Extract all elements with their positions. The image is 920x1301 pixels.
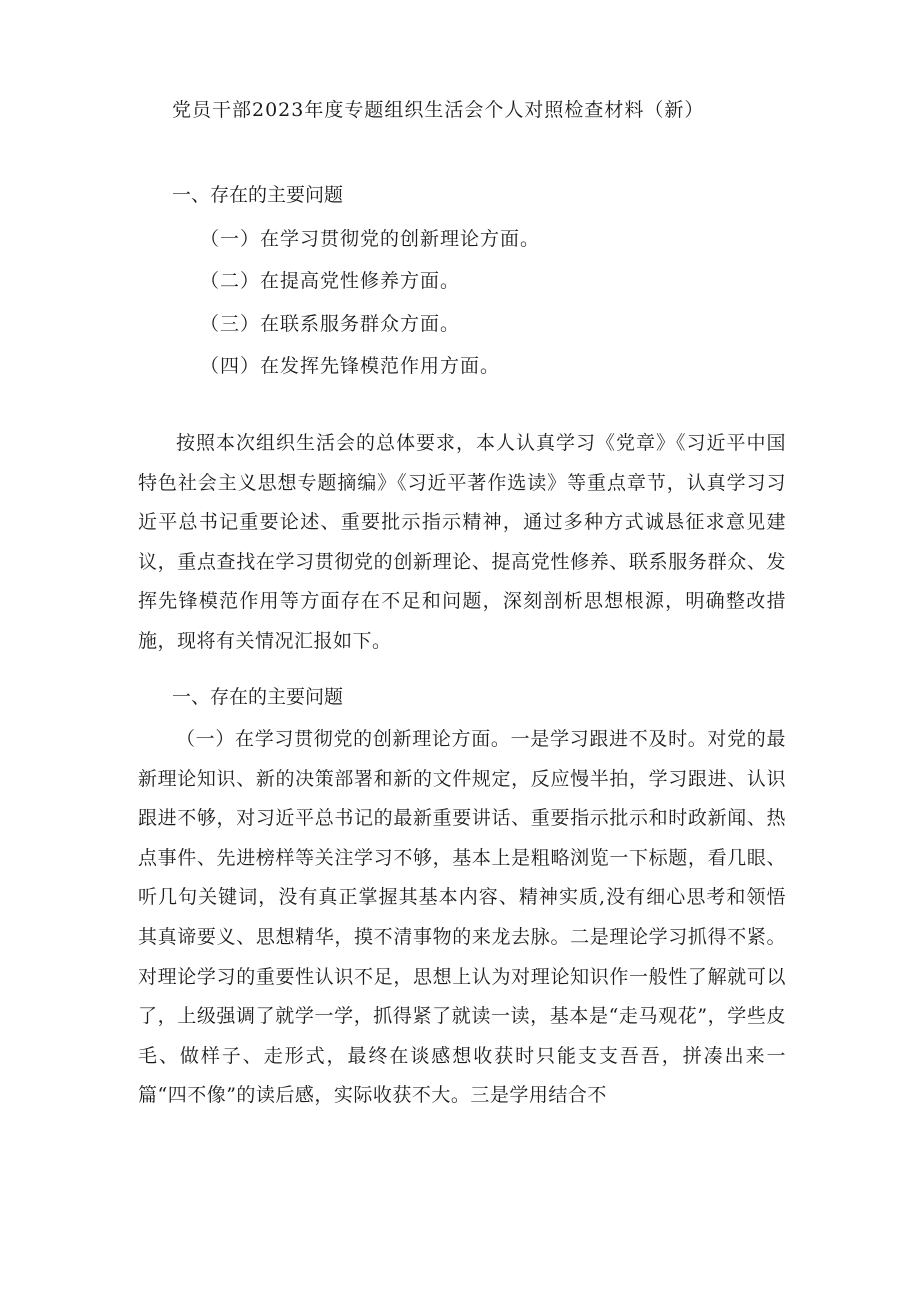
toc-item: （二）在提高党性修养方面。	[200, 270, 461, 292]
toc-item: （四）在发挥先锋模范作用方面。	[200, 355, 501, 377]
toc-item: （一）在学习贯彻党的创新理论方面。	[200, 228, 541, 250]
intro-paragraph: 按照本次组织生活会的总体要求，本人认真学习《党章》《习近平中国特色社会主义思想专题摘编》《习近平著作选读》等重点章节，认真学习习近平总书记重要论述、重要批示指示精神，通过多种方式诚恳征求意见建议，重点查找在学习贯彻党的创新理论、提高党性修养、联系服务群众、发挥先锋模范作用等方面存在不足和问题，深刻剖析思想根源，明确整改措施，现将有关情况汇报如下。	[138, 432, 786, 652]
section-paragraph: （一）在学习贯彻党的创新理论方面。一是学习跟进不及时。对党的最新理论知识、新的决策部署和新的文件规定，反应慢半拍，学习跟进、认识跟进不够，对习近平总书记的最新重要讲话、重要指示批示和时政新闻、热点事件、先进榜样等关注学习不够，基本上是粗略浏览一下标题，看几眼、听几句关键词，没有真正掌握其基本内容、精神实质,没有细心思考和领悟其真谛要义、思想精华，摸不清事物的来龙去脉。二是理论学习抓得不紧。对理论学习的重要性认识不足，思想上认为对理论知识作一般性了解就可以了，上级强调了就学一学，抓得紧了就读一读，基本是“走马观花”，学些皮毛、做样子、走形式，最终在谈感想收获时只能支支吾吾，拼凑出来一篇“四不像”的读后感，实际收获不大。三是学用结合不	[138, 728, 786, 1107]
toc-item: （三）在联系服务群众方面。	[200, 313, 461, 335]
toc-heading: 一、存在的主要问题	[172, 184, 344, 206]
document-title: 党员干部2023年度专题组织生活会个人对照检查材料（新）	[172, 99, 705, 121]
section-heading: 一、存在的主要问题	[172, 686, 344, 708]
